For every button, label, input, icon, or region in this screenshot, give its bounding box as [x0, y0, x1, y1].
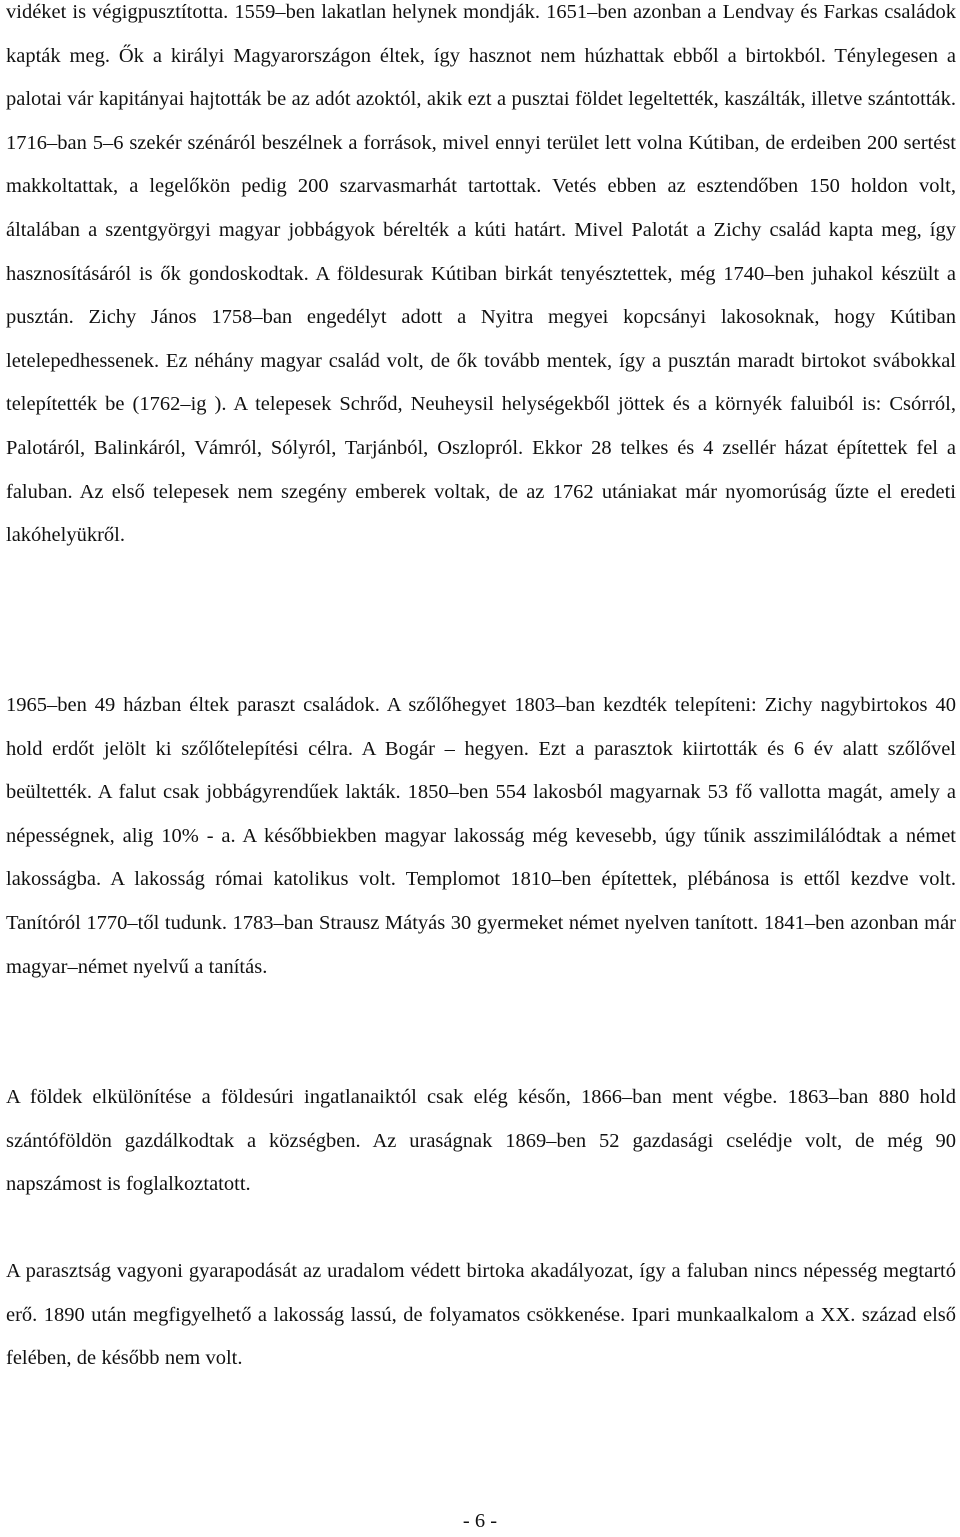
paragraph-4: A parasztság vagyoni gyarapodását az uradalom védett birtoka akadályozat, így a faluban nincs népesség megtartó erő. 1890 után megfigyelhető a lakosság lassú, de folyamatos csökkenése. Ipari munkaalkalom a XX. század első felében, de később nem volt.: [6, 1260, 956, 1370]
page-number: - 6 -: [462, 1510, 498, 1532]
paragraph-3: A földek elkülönítése a földesúri ingatlanaiktól csak elég későn, 1866–ban ment végbe. 1863–ban 880 hold szántóföldön gazdálkodtak a községben. Az uraságnak 1869–ben 52 gazdasági cselédje volt, de még 90 napszámost is foglalkoztatott.: [6, 1086, 956, 1196]
paragraph-2: 1965–ben 49 házban éltek paraszt családok. A szőlőhegyet 1803–ban kezdték telepíteni: Zichy nagybirtokos 40 hold erdőt jelölt ki szőlőtelepítési célra. A Bogár – hegyen. Ezt a parasztok kiirtották és 6 év alatt szőlővel beültették. A falut csak jobbágyrendűek lakták. 1850–ben 554 lakosból magyarnak 53 fő vallotta magát, amely a népességnek, alig 10% - a. A későbbiekben magyar lakosság még kevesebb, úgy tűnik asszimilálódtak a német lakosságba. A lakosság római katolikus volt. Templomot 1810–ben építettek, plébánosa is ettől kezdve volt. Tanítóról 1770–től tudunk. 1783–ban Strausz Mátyás 30 gyermeket német nyelven tanított. 1841–ben azonban már magyar–német nyelvű a tanítás.: [6, 694, 956, 978]
paragraph-1: vidéket is végigpusztította. 1559–ben lakatlan helynek mondják. 1651–ben azonban a Lendvay és Farkas családok kapták meg. Ők a királyi Magyarországon éltek, így hasznot nem húzhattak ebből a birtokból. Ténylegesen a palotai vár kapitányai hajtották be az adót azoktól, akik ezt a pusztai földet legeltették, kaszálták, illetve szántották. 1716–ban 5–6 szekér szénáról beszélnek a források, mivel ennyi terület lett volna Kútiban, de erdeiben 200 sertést makkoltattak, a legelőkön pedig 200 szarvasmarhát tartottak. Vetés ebben az esztendőben 150 holdon volt, általában a szentgyörgyi magyar jobbágyok bérelték a kúti határt. Mivel Palotát a Zichy család kapta meg, így hasznosításáról is ők gondoskodtak. A földesurak Kútiban birkát tenyésztettek, még 1740–ben juhakol készült a pusztán. Zichy János 1758–ban engedélyt adott a Nyitra megyei kopcsányi lakosoknak, hogy Kútiban letelepedhessenek. Ez néhány magyar család volt, de ők tovább mentek, így a pusztán maradt birtokot svábokkal telepítették be (1762–ig ). A telepesek Schrőd, Neuheysil helységekből jöttek és a környék faluiból is: Csórról, Palotáról, Balinkáról, Vámról, Sólyról, Tarjánból, Oszlopról. Ekkor 28 telkes és 4 zsellér házat építettek fel a faluban. Az első telepesek nem szegény emberek voltak, de az 1762 utániakat már nyomorúság űzte el eredeti lakóhelyükről.: [6, 1, 956, 547]
